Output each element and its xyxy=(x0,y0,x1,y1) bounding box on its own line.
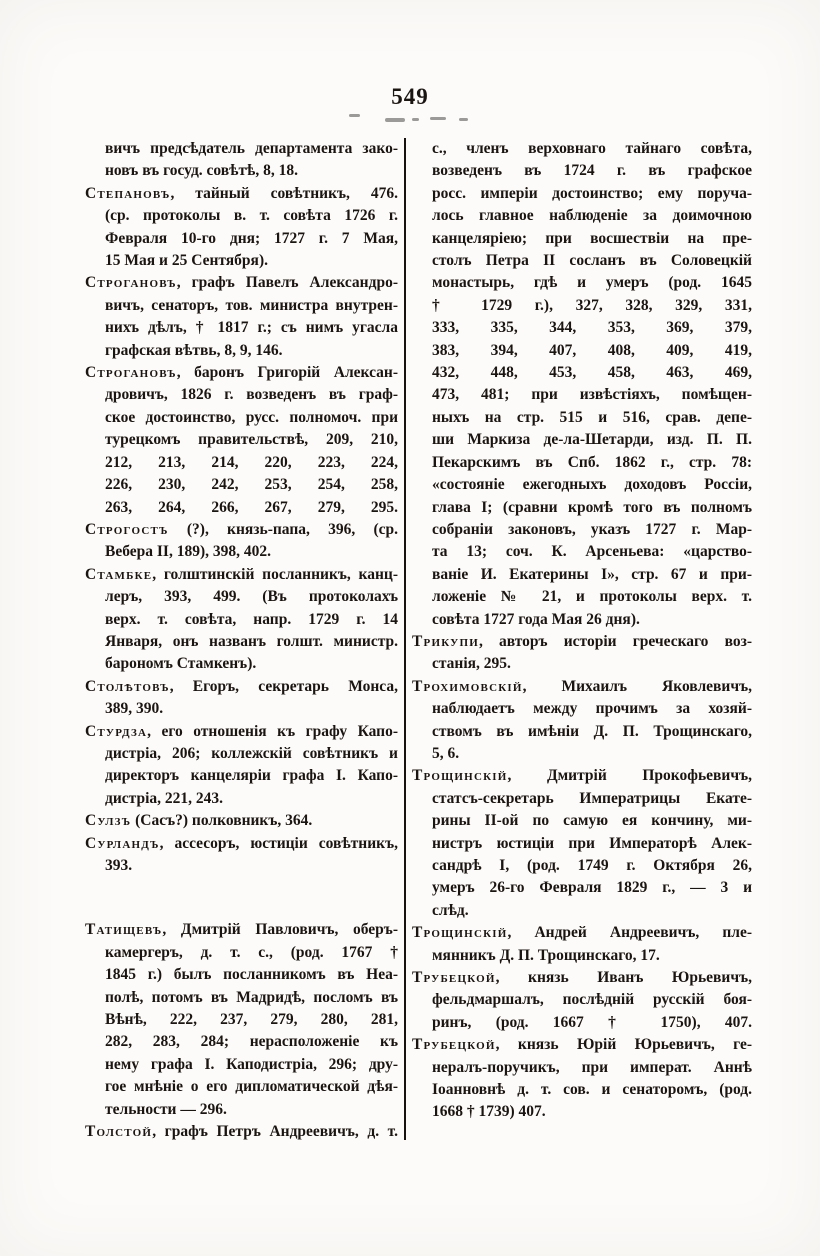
index-text-line xyxy=(105,1076,398,1098)
entry-text: канцеляріею; при восшествіи на пре- xyxy=(432,229,752,247)
ink-smudge xyxy=(412,118,419,121)
entry-text: (?), князь-папа, 396, (ср. xyxy=(168,520,398,538)
entry-text: «состояніе ежегодныхъ доходовъ Россіи, xyxy=(432,476,752,494)
index-text-line xyxy=(432,1012,752,1034)
entry-text: (ср. протоколы в. т. совѣта 1726 г. xyxy=(105,207,398,225)
entry-text: , тайный совѣтникъ, 476. xyxy=(170,184,398,202)
index-text-line xyxy=(105,609,398,631)
index-text-line xyxy=(105,653,398,675)
index-text-line xyxy=(432,855,752,877)
entry-text: вичъ предсѣдатель департамента зако- xyxy=(105,140,398,157)
entry-text: нистръ юстиціи при Императорѣ Алек- xyxy=(432,834,752,852)
index-text-line xyxy=(432,362,752,384)
entry-text: , его отношенія къ графу Капо- xyxy=(147,722,398,740)
right-column xyxy=(412,138,752,1124)
index-entry-line xyxy=(85,564,398,586)
index-text-line xyxy=(432,519,752,541)
entry-text: гое мнѣніе о его дипломатической дѣя- xyxy=(105,1078,398,1096)
index-entry-line xyxy=(85,183,398,205)
entry-text: дистріа, 221, 243. xyxy=(105,789,224,807)
index-text-line xyxy=(105,384,398,406)
index-entry-line xyxy=(85,919,398,941)
entry-text: вичъ, сенаторъ, тов. министра внутрен- xyxy=(105,296,398,314)
entry-text: Января, онъ названъ голшт. министр. xyxy=(105,632,398,650)
entry-name: Сурландъ xyxy=(85,834,160,852)
entry-text: росс. имперіи достоинство; ему поруча- xyxy=(432,184,752,202)
ink-smudge xyxy=(385,118,405,122)
index-text-line xyxy=(105,964,398,986)
entry-text: , Дмитрій Павловичъ, оберъ- xyxy=(162,921,398,939)
index-text-line xyxy=(432,452,752,474)
entry-text: , графъ Павелъ Александро- xyxy=(176,274,398,292)
index-text-line xyxy=(432,989,752,1011)
entry-text: полѣ, потомъ въ Мадридѣ, посломъ въ xyxy=(105,988,398,1006)
entry-text: 282, 283, 284; нерасположеніе къ xyxy=(105,1033,398,1051)
index-entry-line xyxy=(85,1121,398,1143)
index-text-line xyxy=(432,272,752,294)
entry-text: ринъ, (род. 1667 † 1750), 407. xyxy=(432,1013,752,1031)
entry-text: столъ Петра II сосланъ въ Соловецкій xyxy=(432,252,752,270)
index-text-line xyxy=(432,160,752,182)
entry-text: монастырь, гдѣ и умеръ (род. 1645 xyxy=(432,274,752,292)
entry-text: 1845 г.) былъ посланникомъ въ Неа- xyxy=(105,966,398,984)
ink-smudge xyxy=(459,118,468,121)
ink-smudge xyxy=(430,117,446,120)
entry-text: , Дмитрій Прокофьевичъ, xyxy=(507,767,752,785)
entry-text: мянникъ Д. П. Трощинскаго, 17. xyxy=(432,946,660,964)
column-divider xyxy=(404,138,406,1140)
entry-text: 383, 394, 407, 408, 409, 419, xyxy=(432,341,752,359)
entry-text: нералъ-поручикъ, при императ. Аннѣ xyxy=(432,1058,752,1076)
entry-name: Толстой xyxy=(85,1123,153,1141)
index-text-line xyxy=(105,855,398,877)
index-text-line xyxy=(432,833,752,855)
entry-name: Трикупи xyxy=(412,632,479,650)
index-text-line xyxy=(105,987,398,1009)
entry-text: , Егоръ, секретарь Монса, xyxy=(169,677,398,695)
index-text-line xyxy=(432,183,752,205)
entry-name: Стамбке xyxy=(85,565,153,583)
entry-name: Строгановъ xyxy=(85,274,177,292)
index-entry-line xyxy=(412,1034,752,1056)
index-text-line xyxy=(432,429,752,451)
index-text-line xyxy=(105,788,398,810)
entry-text: нему графа I. Каподистріа, 296; дру- xyxy=(105,1055,398,1073)
index-text-line xyxy=(105,407,398,429)
index-text-line xyxy=(432,810,752,832)
entry-text: турецкомъ правительствѣ, 209, 210, xyxy=(105,431,398,449)
index-text-line xyxy=(105,586,398,608)
index-text-line xyxy=(105,429,398,451)
entry-text: 393. xyxy=(105,857,133,874)
entry-text: тельности — 296. xyxy=(105,1100,227,1118)
index-text-line xyxy=(105,541,398,563)
entry-text: Іоанновнѣ д. т. сов. и сенаторомъ, (род. xyxy=(432,1081,752,1099)
entry-text: 432, 448, 453, 458, 463, 469, xyxy=(432,364,752,382)
entry-text: (Сасъ?) полковникъ, 364. xyxy=(131,812,313,830)
entry-text: 212, 213, 214, 220, 223, 224, xyxy=(105,453,398,471)
index-text-line xyxy=(432,653,752,675)
index-text-line xyxy=(432,384,752,406)
index-text-line xyxy=(432,474,752,496)
index-text-line xyxy=(105,1099,398,1121)
entry-text: с., членъ верховнаго тайнаго совѣта, xyxy=(432,140,752,157)
entry-text: дровичъ, 1826 г. возведенъ въ граф- xyxy=(105,386,398,404)
index-entry-line xyxy=(412,676,752,698)
entry-text: , Андрей Андреевичъ, пле- xyxy=(507,924,752,942)
entry-text: сандрѣ I, (род. 1749 г. Октября 26, xyxy=(432,857,752,874)
index-text-line xyxy=(105,250,398,272)
ink-smudge xyxy=(349,114,360,117)
entry-text: графская вѣтвь, 8, 9, 146. xyxy=(105,341,283,359)
entry-name: Строгостъ xyxy=(85,520,169,538)
index-text-line xyxy=(105,138,398,160)
entry-text: 1668 † 1739) 407. xyxy=(432,1103,546,1121)
entry-text: ши Маркиза де-ла-Шетарди, изд. П. П. xyxy=(432,431,752,449)
index-entry-line xyxy=(85,721,398,743)
entry-text: † 1729 г.), 327, 328, 329, 331, xyxy=(432,296,752,314)
entry-text: собраніи законовъ, указъ 1727 г. Мар- xyxy=(432,520,752,538)
index-text-line xyxy=(432,698,752,720)
index-text-line xyxy=(432,407,752,429)
index-text-line xyxy=(105,631,398,653)
entry-text: ствомъ въ имѣніи Д. П. Трощинскаго, xyxy=(432,722,752,740)
entry-text: ныхъ на стр. 515 и 516, срав. депе- xyxy=(432,408,752,426)
index-entry-line xyxy=(412,922,752,944)
entry-text: новъ въ госуд. совѣтѣ, 8, 18. xyxy=(105,162,298,180)
entry-text: 389, 390. xyxy=(105,700,164,718)
index-text-line xyxy=(432,788,752,810)
entry-name: Столѣтовъ xyxy=(85,677,170,695)
entry-text: умеръ 26-го Февраля 1829 г., — 3 и xyxy=(432,879,752,897)
index-text-line xyxy=(105,942,398,964)
entry-text: совѣта 1727 года Мая 26 дня). xyxy=(432,610,640,628)
entry-text: , графъ Петръ Андреевичъ, д. т. xyxy=(152,1123,398,1141)
entry-name: Трощинскій xyxy=(412,767,508,785)
entry-text: , баронъ Григорій Алексан- xyxy=(176,364,398,382)
entry-text: , голштинскій посланникъ, канц- xyxy=(152,565,398,583)
index-text-line xyxy=(105,1031,398,1053)
page-number: 549 xyxy=(391,84,429,109)
entry-text: лось главное наблюденіе за доимочною xyxy=(432,207,752,225)
entry-name: Трубецкой xyxy=(412,969,496,987)
entry-text: 263, 264, 266, 267, 279, 295. xyxy=(105,498,398,516)
index-text-line xyxy=(432,564,752,586)
index-text-line xyxy=(432,541,752,563)
index-entry-line xyxy=(85,362,398,384)
entry-text: 473, 481; при извѣстіяхъ, помѣщен- xyxy=(432,386,752,404)
entry-text: Пекарскимъ въ Спб. 1862 г., стр. 78: xyxy=(432,453,752,471)
entry-text: дистріа, 206; коллежскій совѣтникъ и xyxy=(105,744,398,762)
entry-text: 333, 335, 344, 353, 369, 379, xyxy=(432,319,752,337)
entry-name: Стурдза xyxy=(85,722,148,740)
index-text-line xyxy=(432,295,752,317)
index-entry-line xyxy=(85,810,398,832)
index-text-line xyxy=(432,205,752,227)
index-text-line xyxy=(105,743,398,765)
entry-text: , авторъ исторіи греческаго воз- xyxy=(478,632,752,650)
index-text-line xyxy=(432,340,752,362)
index-text-line xyxy=(105,474,398,496)
index-text-line xyxy=(432,1057,752,1079)
entry-text: 5, 6. xyxy=(432,744,460,762)
entry-text: нихъ дѣлъ, † 1817 г.; съ нимъ угасла xyxy=(105,319,398,337)
entry-text: статсъ-секретарь Императрицы Екате- xyxy=(432,789,752,807)
entry-text: , ассесоръ, юстиціи совѣтникъ, xyxy=(159,834,398,852)
entry-text: леръ, 393, 499. (Въ протоколахъ xyxy=(105,588,398,606)
index-text-line xyxy=(105,340,398,362)
entry-text: та 13; соч. К. Арсеньева: «царство- xyxy=(432,543,752,561)
index-entry-line xyxy=(412,765,752,787)
entry-text: возведенъ въ 1724 г. въ графское xyxy=(432,162,752,180)
index-text-line xyxy=(105,1054,398,1076)
index-text-line xyxy=(432,228,752,250)
index-text-line xyxy=(105,698,398,720)
entry-text: ваніе И. Екатерины I», стр. 67 и при- xyxy=(432,565,752,583)
entry-text: ское достоинство, русс. полномоч. при xyxy=(105,408,398,426)
index-entry-line xyxy=(85,272,398,294)
column-gap xyxy=(85,877,398,919)
entry-name: Сулзъ xyxy=(85,812,132,830)
entry-text: глава I; (сравни кромѣ того въ полномъ xyxy=(432,498,752,516)
index-entry-line xyxy=(85,519,398,541)
index-text-line xyxy=(432,1079,752,1101)
entry-text: рины II-ой по самую ея кончину, ми- xyxy=(432,812,752,830)
index-text-line xyxy=(432,1101,752,1123)
index-text-line xyxy=(432,497,752,519)
entry-text: , князь Юрій Юрьевичъ, ге- xyxy=(495,1036,752,1054)
index-text-line xyxy=(432,900,752,922)
index-text-line xyxy=(432,317,752,339)
index-entry-line xyxy=(85,676,398,698)
index-text-line xyxy=(432,609,752,631)
entry-name: Трощинскій xyxy=(412,924,508,942)
index-text-line xyxy=(432,586,752,608)
index-text-line xyxy=(105,317,398,339)
entry-text: Февраля 10-го дня; 1727 г. 7 Мая, xyxy=(105,229,398,247)
entry-text: , князь Иванъ Юрьевичъ, xyxy=(495,969,752,987)
entry-text: директоръ канцеляріи графа I. Капо- xyxy=(105,767,398,785)
entry-text: камергеръ, д. т. с., (род. 1767 † xyxy=(105,943,398,961)
index-text-line xyxy=(432,945,752,967)
index-text-line xyxy=(432,721,752,743)
entry-text: , Михаилъ Яковлевичъ, xyxy=(522,677,752,695)
index-text-line xyxy=(105,497,398,519)
index-text-line xyxy=(432,250,752,272)
entry-text: Вѣнѣ, 222, 237, 279, 280, 281, xyxy=(105,1011,398,1029)
index-text-line xyxy=(105,228,398,250)
entry-name: Строгановъ xyxy=(85,364,177,382)
index-entry-line xyxy=(412,631,752,653)
index-text-line xyxy=(105,205,398,227)
index-text-line xyxy=(432,743,752,765)
entry-text: верх. т. совѣта, напр. 1729 г. 14 xyxy=(105,610,398,628)
entry-text: наблюдаетъ между прочимъ за хозяй- xyxy=(432,700,752,718)
entry-text: барономъ Стамкенъ). xyxy=(105,655,257,673)
index-text-line xyxy=(105,765,398,787)
index-text-line xyxy=(105,160,398,182)
entry-text: ложеніе № 21, и протоколы верх. т. xyxy=(432,588,752,606)
entry-name: Татищевъ xyxy=(85,921,163,939)
left-column xyxy=(85,138,398,1143)
entry-text: 226, 230, 242, 253, 254, 258, xyxy=(105,476,398,494)
index-entry-line xyxy=(412,967,752,989)
entry-text: слѣд. xyxy=(432,901,469,919)
index-text-line xyxy=(105,452,398,474)
index-entry-line xyxy=(85,833,398,855)
entry-text: Вебера II, 189), 398, 402. xyxy=(105,543,271,561)
index-text-line xyxy=(105,1009,398,1031)
entry-name: Трубецкой xyxy=(412,1036,496,1054)
index-text-line xyxy=(432,877,752,899)
entry-text: 15 Мая и 25 Сентября). xyxy=(105,252,268,270)
entry-name: Трохимовскій xyxy=(412,677,523,695)
index-text-line xyxy=(432,138,752,160)
entry-text: станія, 295. xyxy=(432,655,511,673)
index-text-line xyxy=(105,295,398,317)
entry-text: фельдмаршалъ, послѣдній русскій боя- xyxy=(432,991,752,1009)
entry-name: Степановъ xyxy=(85,184,171,202)
